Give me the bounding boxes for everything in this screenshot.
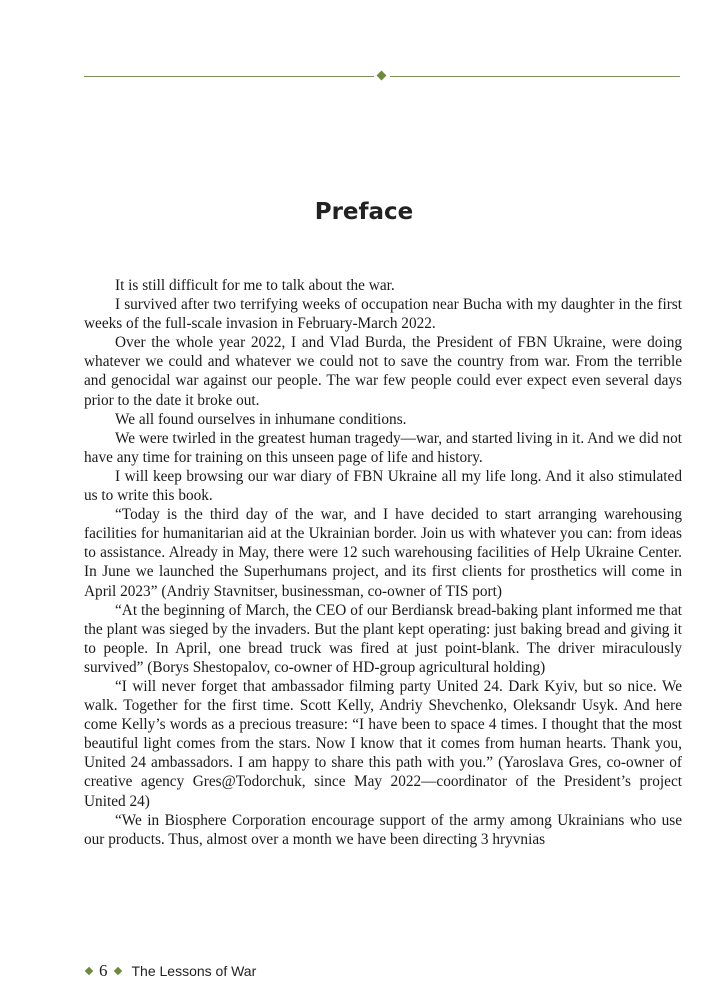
paragraph: “At the beginning of March, the CEO of our Berdiansk bread-baking plant informed me that the plant was sieged by the invaders. But the plant kept operating: just baking bread and giving it to people. In April, one bread truck was fired at just point-blank. The driver miraculously survived” (Borys Shestopalov, co-owner of HD-group agricultural holding): [84, 601, 682, 676]
rule-line-left: [84, 76, 374, 77]
rule-line-right: [390, 76, 680, 77]
paragraph: “I will never forget that ambassador filming party United 24. Dark Kyiv, but so nice. We walk. Together for the first time. Scott Kelly, Andriy Shevchenko, Oleksandr Usyk. And here come Kelly’s words as a precious treasure: “I have been to space 4 times. I thought that the most beautiful light comes from the stars. Now I know that it comes from human hearts. Thank you, United 24 ambassadors. I am happy to share this path with you.” (Yaroslava Gres, co-owner of creative agency Gres@Todorchuk, since May 2022—coordinator of the President’s project United 24): [84, 677, 682, 810]
book-title: The Lessons of War: [131, 963, 257, 979]
page-number: 6: [99, 961, 108, 980]
body-text: [84, 276, 682, 849]
paragraph: I survived after two terrifying weeks of occupation near Bucha with my daughter in the first weeks of the full-scale invasion in February-March 2022.: [84, 296, 682, 333]
diamond-bullet-icon: [113, 967, 121, 975]
paragraph: We were twirled in the greatest human tragedy—war, and started living in it. And we did not have any time for training on this unseen page of life and history.: [84, 429, 682, 466]
paragraph: I will keep browsing our war diary of FBN Ukraine all my life long. And it also stimulated us to write this book.: [84, 467, 682, 505]
paragraph: We all found ourselves in inhumane conditions.: [115, 410, 407, 428]
top-ornamental-rule: [84, 76, 680, 78]
chapter-title: Preface: [314, 199, 414, 226]
paragraph: It is still difficult for me to talk about the war.: [115, 277, 395, 294]
diamond-bullet-icon: [85, 967, 93, 975]
page-footer: [84, 960, 256, 982]
paragraph: Over the whole year 2022, I and Vlad Burda, the President of FBN Ukraine, were doing whatever we could and whatever we could not to save the country from war. From the terrible and genocidal war against our people. The war few people could ever expect even several days prior to the date it broke out.: [84, 334, 682, 409]
diamond-ornament-icon: [377, 71, 387, 81]
paragraph: “We in Biosphere Corporation encourage support of the army among Ukrainians who use our products. Thus, almost over a month we have been directing 3 hryvnias: [84, 811, 682, 848]
paragraph: “Today is the third day of the war, and I have decided to start arranging warehousing facilities for humanitarian aid at the Ukrainian border. Join us with whatever you can: from ideas to assistance. Already in May, there were 12 such warehousing facilities of Help Ukraine Center. In June we launched the Superhumans project, and its first clients for prosthetics will come in April 2023” (Andriy Stavnitser, businessman, co-owner of TIS port): [84, 506, 682, 600]
